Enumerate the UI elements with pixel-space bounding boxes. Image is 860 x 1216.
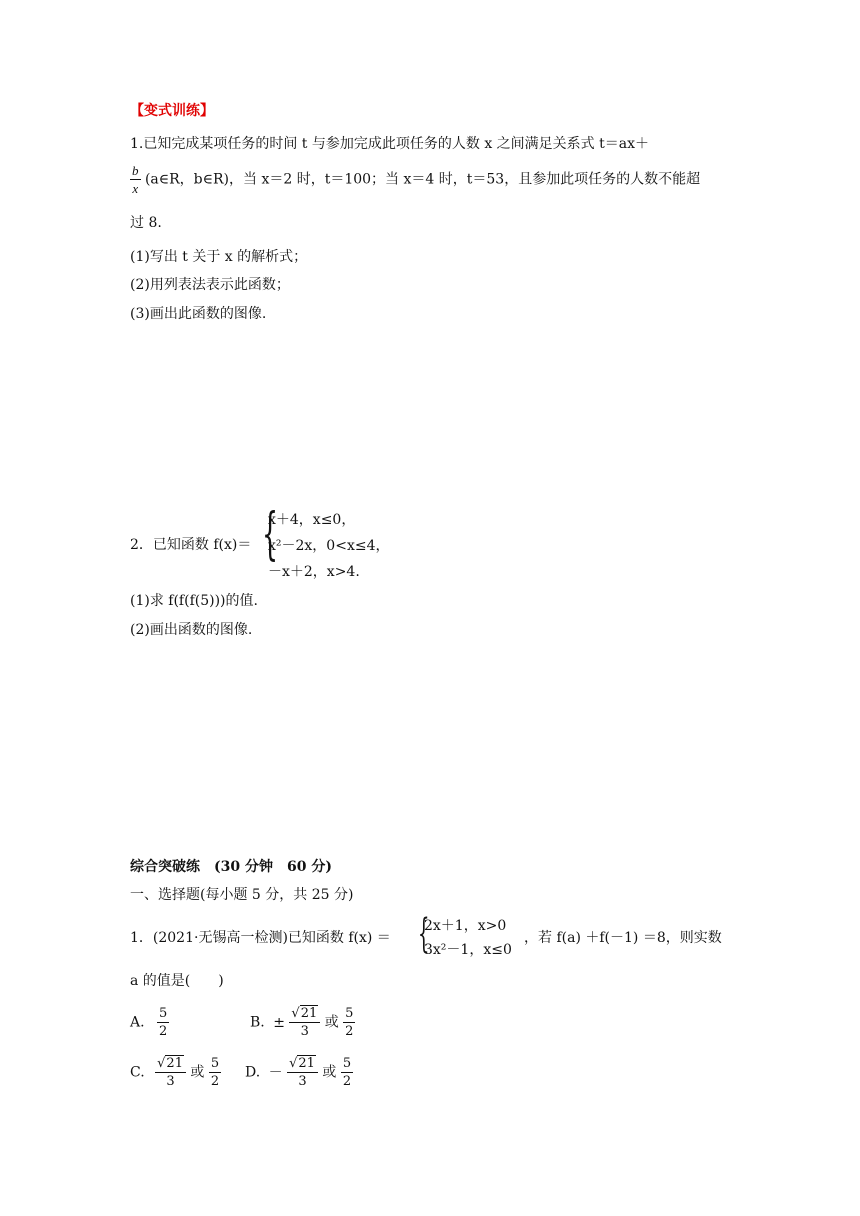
option-c-label: C.: [130, 1064, 145, 1081]
problem2-case3: －x＋2，x>4.: [268, 564, 360, 580]
fraction-denominator: 3: [289, 1022, 320, 1038]
option-b-sqrt-fraction: $\frac{√21}{3}$: [289, 1007, 320, 1038]
mc1-case1: 2x＋1，x>0: [424, 918, 507, 934]
option-d-sqrt-fraction: $\frac{√21}{3}$: [287, 1057, 318, 1088]
b-over-x-fraction: [130, 164, 141, 195]
problem2-q2: (2)画出函数的图像.: [130, 622, 253, 638]
mc1-suffix: ，若 f(a) ＋f(－1) ＝8，则实数: [524, 930, 722, 946]
mc1-brace: {: [418, 911, 430, 957]
problem1-q3: (3)画出此函数的图像.: [130, 306, 267, 322]
option-d-fraction: [341, 1057, 353, 1088]
fraction-numerator: 5: [345, 1006, 354, 1021]
radicand: 21: [166, 1056, 183, 1071]
problem1-line3: 过 8.: [130, 215, 162, 231]
fraction-numerator: 5: [210, 1056, 220, 1071]
option-d[interactable]: [245, 1057, 353, 1088]
fraction-numerator: 5: [159, 1006, 168, 1021]
or-word: 或: [324, 1014, 339, 1031]
fraction-denominator: 2: [342, 1074, 352, 1089]
fraction-denominator: 2: [345, 1024, 354, 1039]
option-c-fraction: [209, 1057, 221, 1088]
fraction-denominator: 3: [155, 1072, 186, 1088]
radicand: 21: [298, 1056, 315, 1071]
option-b-label: B.: [250, 1014, 265, 1031]
problem1-q1: (1)写出 t 关于 x 的解析式；: [130, 249, 308, 265]
piecewise-brace: {: [262, 502, 279, 567]
or-word: 或: [190, 1064, 205, 1081]
fraction-denominator: x: [130, 179, 141, 195]
option-b-fraction: [343, 1007, 355, 1038]
mc1-case2: 3x²－1，x≤0: [424, 942, 512, 958]
fraction-denominator: 2: [210, 1074, 220, 1089]
problem2-case2: x²－2x，0<x≤4，: [268, 538, 390, 554]
fraction-denominator: 2: [159, 1024, 168, 1039]
problem1-q2: (2)用列表法表示此函数；: [130, 277, 290, 293]
fraction-numerator: 5: [342, 1056, 352, 1071]
problem2-prefix: 2．已知函数 f(x)＝: [130, 537, 252, 553]
section-comprehensive-subtitle: 一、选择题(每小题 5 分，共 25 分): [130, 887, 354, 903]
option-a-label: A.: [130, 1014, 145, 1031]
option-d-sign: －: [268, 1064, 283, 1081]
fraction-numerator: b: [132, 163, 139, 178]
option-c-sqrt-fraction: $\frac{√21}{3}$: [155, 1057, 186, 1088]
problem2-q1: (1)求 f(f(f(5)))的值.: [130, 593, 258, 609]
mc1-line2: a 的值是( ): [130, 973, 224, 989]
problem2-case1: x＋4，x≤0，: [268, 512, 356, 528]
or-word: 或: [322, 1064, 337, 1081]
option-b-sign: ±: [273, 1014, 285, 1031]
problem1-line1: 1.已知完成某项任务的时间 t 与参加完成此项任务的人数 x 之间满足关系式 t＝ax＋: [130, 136, 649, 152]
fraction-denominator: 3: [287, 1072, 318, 1088]
radicand: 21: [300, 1006, 318, 1021]
problem1-line2-text: (a∈R，b∈R)，当 x＝2 时，t＝100；当 x＝4 时，t＝53，且参加此项任务的人数不能超: [144, 171, 701, 188]
problem1-line2: [130, 164, 700, 195]
option-c[interactable]: [130, 1057, 221, 1088]
option-d-label: D.: [245, 1064, 261, 1081]
option-a-fraction: [157, 1007, 169, 1038]
option-b[interactable]: [250, 1007, 355, 1038]
section-comprehensive-title: 综合突破练 (30 分钟 60 分): [130, 859, 332, 875]
section-variant-label: 【变式训练】: [130, 103, 214, 119]
mc1-prefix: 1．(2021·无锡高一检测)已知函数 f(x) ＝: [130, 930, 391, 946]
option-a[interactable]: [130, 1007, 169, 1038]
